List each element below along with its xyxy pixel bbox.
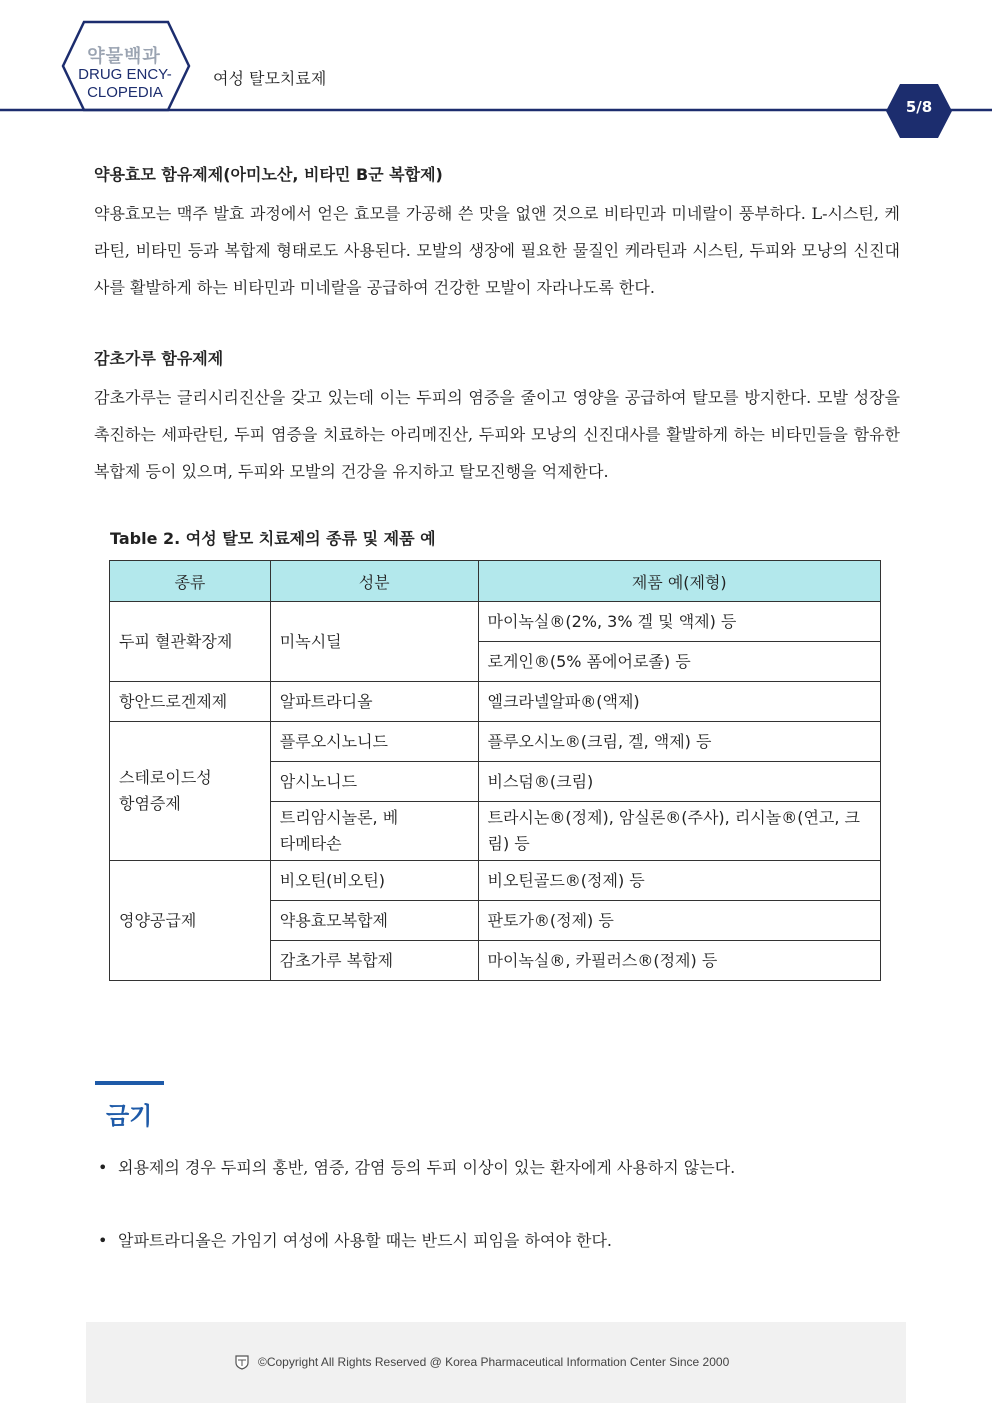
- cell-category: 영양공급제: [110, 861, 271, 981]
- cell-product: 플루오시노®(크림, 겔, 액제) 등: [478, 722, 880, 762]
- cell-product: 트라시논®(정제), 암실론®(주사), 리시놀®(연고, 크림) 등: [478, 802, 880, 861]
- section-body: 약용효모는 맥주 발효 과정에서 얻은 효모를 가공해 쓴 맛을 없앤 것으로 비타민과 미네랄이 풍부하다. L-시스틴, 케라틴, 비타민 등과 복합제 형태로도 사용된다. 모발의 생장에 필요한 물질인 케라틴과 시스틴, 두피와 모낭의 신진대사를 활발하게 하는 비타민과 미네랄을 공급하여 건강한 모발이 자라나도록 한다.: [94, 204, 900, 297]
- cell-product: 비스덤®(크림): [478, 762, 880, 802]
- table-row: [110, 861, 881, 901]
- list-item: [98, 1155, 735, 1178]
- table-caption: Table 2. 여성 탈모 치료제의 종류 및 제품 예: [110, 529, 436, 548]
- section-licorice: [94, 346, 900, 490]
- shield-icon: [234, 1354, 250, 1370]
- cell-product: 엘크라넬알파®(액제): [478, 682, 880, 722]
- table-row: [110, 602, 881, 642]
- page-number: 5/8: [905, 98, 933, 116]
- header-products: 제품 예(제형): [478, 561, 880, 602]
- table-row: [110, 722, 881, 762]
- logo-english: [70, 66, 180, 102]
- table-row: [110, 682, 881, 722]
- cell-ingredient: 비오틴(비오틴): [270, 861, 478, 901]
- section-title: 약용효모 함유제제(아미노산, 비타민 B군 복합제): [94, 165, 443, 184]
- bullet-icon: •: [98, 1158, 108, 1177]
- cell-product: 로게인®(5% 폼에어로졸) 등: [478, 642, 880, 682]
- ingredient-label: 트리암시놀론, 베타메타손: [279, 808, 399, 853]
- header-ingredient: 성분: [270, 561, 478, 602]
- cell-ingredient: 약용효모복합제: [270, 901, 478, 941]
- logo-english-line2: CLOPEDIA: [87, 84, 163, 101]
- section-title: 감초가루 함유제제: [94, 349, 224, 368]
- copyright-text: ©Copyright All Rights Reserved @ Korea Pharmaceutical Information Center Since 2000: [258, 1355, 730, 1369]
- document-title: 여성 탈모치료제: [213, 69, 327, 88]
- drug-table: [109, 560, 881, 981]
- prohibitions-title: 금기: [106, 1102, 153, 1130]
- cell-category: 항안드로겐제제: [110, 682, 271, 722]
- cell-product: 비오틴골드®(정제) 등: [478, 861, 880, 901]
- section-accent-bar: [95, 1081, 164, 1085]
- cell-product: 마이녹실®(2%, 3% 겔 및 액제) 등: [478, 602, 880, 642]
- cell-ingredient: 미녹시딜: [270, 602, 478, 682]
- header-category: 종류: [110, 561, 271, 602]
- table-header-row: [110, 561, 881, 602]
- cell-category: 두피 혈관확장제: [110, 602, 271, 682]
- cell-ingredient: 알파트라디올: [270, 682, 478, 722]
- page-header: [0, 0, 992, 140]
- cell-ingredient: 암시노니드: [270, 762, 478, 802]
- cell-product: 판토가®(정제) 등: [478, 901, 880, 941]
- category-label: 스테로이드성 항염증제: [119, 768, 212, 813]
- cell-ingredient: 감초가루 복합제: [270, 941, 478, 981]
- list-item: [98, 1228, 612, 1251]
- list-item-text: 외용제의 경우 두피의 홍반, 염증, 감염 등의 두피 이상이 있는 환자에게 사용하지 않는다.: [118, 1158, 736, 1177]
- section-yeast: [94, 162, 900, 306]
- cell-ingredient: [270, 802, 478, 861]
- cell-category: [110, 722, 271, 861]
- cell-product: 마이녹실®, 카필러스®(정제) 등: [478, 941, 880, 981]
- list-item-text: 알파트라디올은 가임기 여성에 사용할 때는 반드시 피임을 하여야 한다.: [118, 1231, 612, 1250]
- section-body: 감초가루는 글리시리진산을 갖고 있는데 이는 두피의 염증을 줄이고 영양을 공급하여 탈모를 방지한다. 모발 성장을 촉진하는 세파란틴, 두피 염증을 치료하는 아리메진산, 두피와 모낭의 신진대사를 활발하게 하는 비타민들을 함유한 복합제 등이 있으며, 두피와 모발의 건강을 유지하고 탈모진행을 억제한다.: [94, 388, 900, 481]
- logo-korean: 약물백과: [87, 46, 161, 67]
- logo-english-line1: DRUG ENCY-: [78, 66, 172, 83]
- bullet-icon: •: [98, 1231, 108, 1250]
- cell-ingredient: 플루오시노니드: [270, 722, 478, 762]
